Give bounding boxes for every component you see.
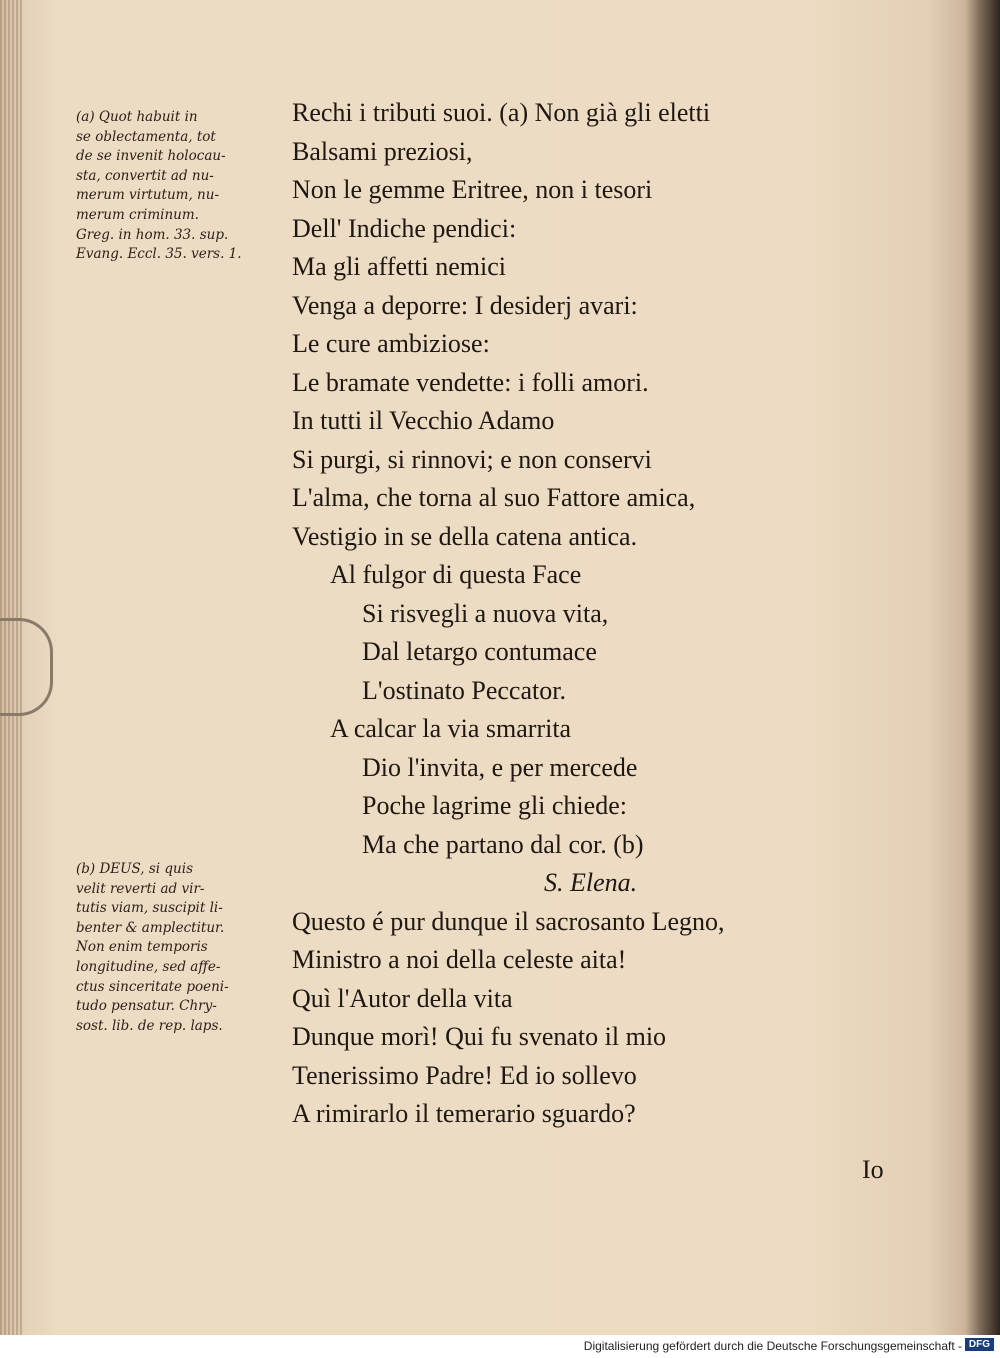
dfg-logo: DFG	[965, 1338, 994, 1351]
verse-line: L'alma, che torna al suo Fattore amica,	[292, 483, 696, 512]
note-line: longitudine, sed affe-	[76, 958, 221, 975]
verse-line: Dell' Indiche pendici:	[292, 213, 517, 243]
verse-line: Rechi i tributi suoi. (a) Non già gli eletti	[292, 98, 711, 127]
verse-line: Dio l'invita, e per mercede	[362, 752, 638, 782]
page-clip	[0, 618, 53, 716]
verse-line: A calcar la via smarrita	[330, 714, 572, 743]
note-line: (b) DEUS, si quis	[76, 861, 193, 877]
verse-line: Questo é pur dunque il sacrosanto Legno,	[292, 906, 725, 936]
verse-line: Le cure ambiziose:	[292, 329, 490, 358]
note-line: (a) Quot habuit in	[76, 109, 198, 125]
note-line: Non enim temporis	[76, 939, 208, 956]
verse-line: Dunque morì! Qui fu svenato il mio	[292, 1022, 667, 1051]
verse-line: A rimirarlo il temerario sguardo?	[292, 1099, 636, 1128]
page-number: Io	[862, 1155, 884, 1184]
margin-note-b	[76, 860, 291, 1036]
note-line: ctus sinceritate poeni-	[76, 978, 229, 995]
note-line: Greg. in hom. 33. sup.	[76, 226, 229, 243]
verse-line: L'ostinato Peccator.	[362, 675, 566, 705]
note-line: Evang. Eccl. 35. vers. 1.	[76, 246, 242, 263]
verse-line: Ministro a noi della celeste aita!	[292, 945, 627, 974]
verse-line: Balsami preziosi,	[292, 136, 473, 166]
verse-line: Non le gemme Eritree, non i tesori	[292, 175, 653, 204]
verse-line: Al fulgor di questa Face	[330, 560, 582, 589]
verse-line: Poche lagrime gli chiede:	[362, 791, 627, 820]
verse-line: Dal letargo contumace	[362, 637, 597, 666]
digitization-credit: Digitalisierung gefördert durch die Deutsche Forschungsgemeinschaft -	[583, 1339, 962, 1353]
speaker-name: S. Elena.	[544, 868, 638, 897]
verse-text	[292, 94, 852, 1134]
note-line: sost. lib. de rep. laps.	[76, 1017, 223, 1034]
verse-line: Tenerissimo Padre! Ed io sollevo	[292, 1060, 637, 1090]
verse-line: Ma gli affetti nemici	[292, 252, 506, 281]
note-line: tutis viam, suscipit li-	[76, 900, 223, 917]
verse-line: Si risvegli a nuova vita,	[362, 598, 609, 628]
verse-line: Ma che partano dal cor. (b)	[362, 829, 644, 859]
note-line: velit reverti ad vir-	[76, 880, 205, 897]
verse-line: Quì l'Autor della vita	[292, 983, 513, 1013]
note-line: benter & amplectitur.	[76, 919, 225, 936]
note-line: de se invenit holocau-	[76, 148, 226, 165]
note-line: tudo pensatur. Chry-	[76, 998, 217, 1015]
verse-line: Venga a deporre: I desiderj avari:	[292, 290, 638, 320]
verse-line: Si purgi, si rinnovi; e non conservi	[292, 444, 652, 474]
note-line: merum criminum.	[76, 206, 199, 223]
verse-line: Vestigio in se della catena antica.	[292, 521, 638, 551]
note-line: se oblectamenta, tot	[76, 128, 216, 145]
verse-line: In tutti il Vecchio Adamo	[292, 406, 555, 435]
margin-note-a	[76, 108, 291, 265]
note-line: sta, convertit ad nu-	[76, 167, 214, 184]
note-line: merum virtutum, nu-	[76, 187, 220, 204]
verse-line: Le bramate vendette: i folli amori.	[292, 367, 649, 397]
